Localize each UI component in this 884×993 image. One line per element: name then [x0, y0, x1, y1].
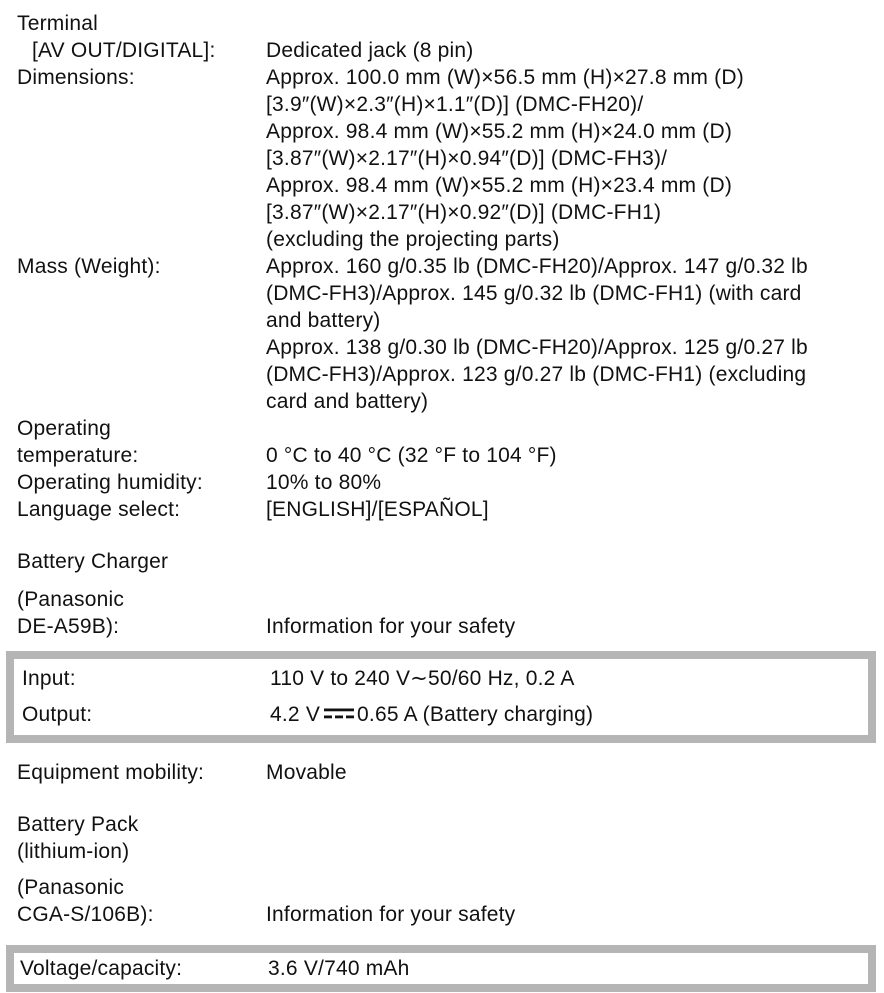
dimensions-value	[266, 64, 876, 253]
equipment-mobility-label: Equipment mobility:	[17, 761, 205, 784]
output-value-current: 0.65 A (Battery charging)	[357, 703, 594, 726]
av-out-label: [AV OUT/DIGITAL]:	[32, 39, 216, 62]
av-out-row	[17, 37, 876, 64]
operating-humidity-value: 10% to 80%	[266, 471, 382, 494]
battery-pack-model-line1: (Panasonic	[17, 876, 125, 899]
mass-line: Approx. 138 g/0.30 lb (DMC-FH20)/Approx. 125 g/0.27 lb	[266, 336, 808, 359]
mass-line: Approx. 160 g/0.35 lb (DMC-FH20)/Approx. 147 g/0.32 lb	[266, 255, 808, 278]
dimensions-row	[17, 64, 876, 253]
direct-current-icon	[324, 707, 354, 720]
battery-charger-title: Battery Charger	[17, 550, 169, 573]
output-value	[270, 697, 868, 733]
dimensions-line: Approx. 98.4 mm (W)×55.2 mm (H)×23.4 mm (D)	[266, 174, 733, 197]
battery-charger-model-line1: (Panasonic	[17, 588, 125, 611]
output-label: Output:	[22, 703, 93, 726]
voltage-capacity-value: 3.6 V/740 mAh	[268, 957, 410, 980]
dimensions-line: [3.87″(W)×2.17″(H)×0.92″(D)] (DMC-FH1)	[266, 201, 662, 224]
mass-line: and battery)	[266, 309, 381, 332]
battery-pack-model-label	[17, 874, 266, 928]
mass-line: (DMC-FH3)/Approx. 123 g/0.27 lb (DMC-FH1) (excluding	[266, 363, 807, 386]
battery-pack-safety-note: Information for your safety	[266, 903, 516, 926]
battery-pack-model-row	[17, 874, 876, 928]
operating-humidity-row	[17, 469, 876, 496]
mass-row	[17, 253, 876, 415]
battery-pack-ratings-box	[6, 945, 876, 992]
av-out-value: Dedicated jack (8 pin)	[266, 39, 474, 62]
battery-pack-title-line1: Battery Pack	[17, 813, 139, 836]
language-select-row	[17, 496, 876, 523]
equipment-mobility-row	[17, 759, 876, 786]
dimensions-label: Dimensions:	[17, 66, 135, 89]
charger-ratings-box	[6, 651, 876, 743]
language-select-label: Language select:	[17, 498, 181, 521]
battery-charger-model-label	[17, 586, 266, 640]
equipment-mobility-value: Movable	[266, 761, 347, 784]
battery-pack-title-line2: (lithium-ion)	[17, 840, 130, 863]
operating-temperature-label	[17, 415, 266, 469]
battery-pack-title	[17, 811, 876, 865]
voltage-capacity-row	[20, 954, 868, 983]
input-row	[22, 661, 868, 697]
input-value: 110 V to 240 V∼50/60 Hz, 0.2 A	[270, 667, 575, 690]
battery-charger-model-row	[17, 586, 876, 640]
dimensions-line: Approx. 98.4 mm (W)×55.2 mm (H)×24.0 mm (D)	[266, 120, 733, 143]
dimensions-line: [3.9″(W)×2.3″(H)×1.1″(D)] (DMC-FH20)/	[266, 93, 644, 116]
mass-line: card and battery)	[266, 390, 429, 413]
voltage-capacity-label: Voltage/capacity:	[20, 957, 183, 980]
battery-pack-model-line2: CGA-S/106B):	[17, 903, 154, 926]
operating-humidity-label: Operating humidity:	[17, 471, 203, 494]
operating-temperature-label-line2: temperature:	[17, 444, 139, 467]
output-value-voltage: 4.2 V	[270, 703, 321, 726]
operating-temperature-row	[17, 415, 876, 469]
dimensions-line: [3.87″(W)×2.17″(H)×0.94″(D)] (DMC-FH3)/	[266, 147, 668, 170]
mass-label: Mass (Weight):	[17, 255, 161, 278]
language-select-value: [ENGLISH]/[ESPAÑOL]	[266, 498, 489, 521]
av-out-label-col	[17, 37, 266, 64]
output-row	[22, 697, 868, 733]
operating-temperature-value: 0 °C to 40 °C (32 °F to 104 °F)	[266, 444, 557, 467]
terminal-label: Terminal	[17, 12, 98, 35]
input-label: Input:	[22, 667, 76, 690]
battery-charger-safety-note: Information for your safety	[266, 615, 516, 638]
mass-line: (DMC-FH3)/Approx. 145 g/0.32 lb (DMC-FH1) (with card	[266, 282, 802, 305]
operating-temperature-label-line1: Operating	[17, 417, 112, 440]
dimensions-line: Approx. 100.0 mm (W)×56.5 mm (H)×27.8 mm (D)	[266, 66, 744, 89]
terminal-row	[17, 10, 876, 37]
mass-value	[266, 253, 876, 415]
battery-charger-model-line2: DE-A59B):	[17, 615, 120, 638]
dimensions-line: (excluding the projecting parts)	[266, 228, 560, 251]
